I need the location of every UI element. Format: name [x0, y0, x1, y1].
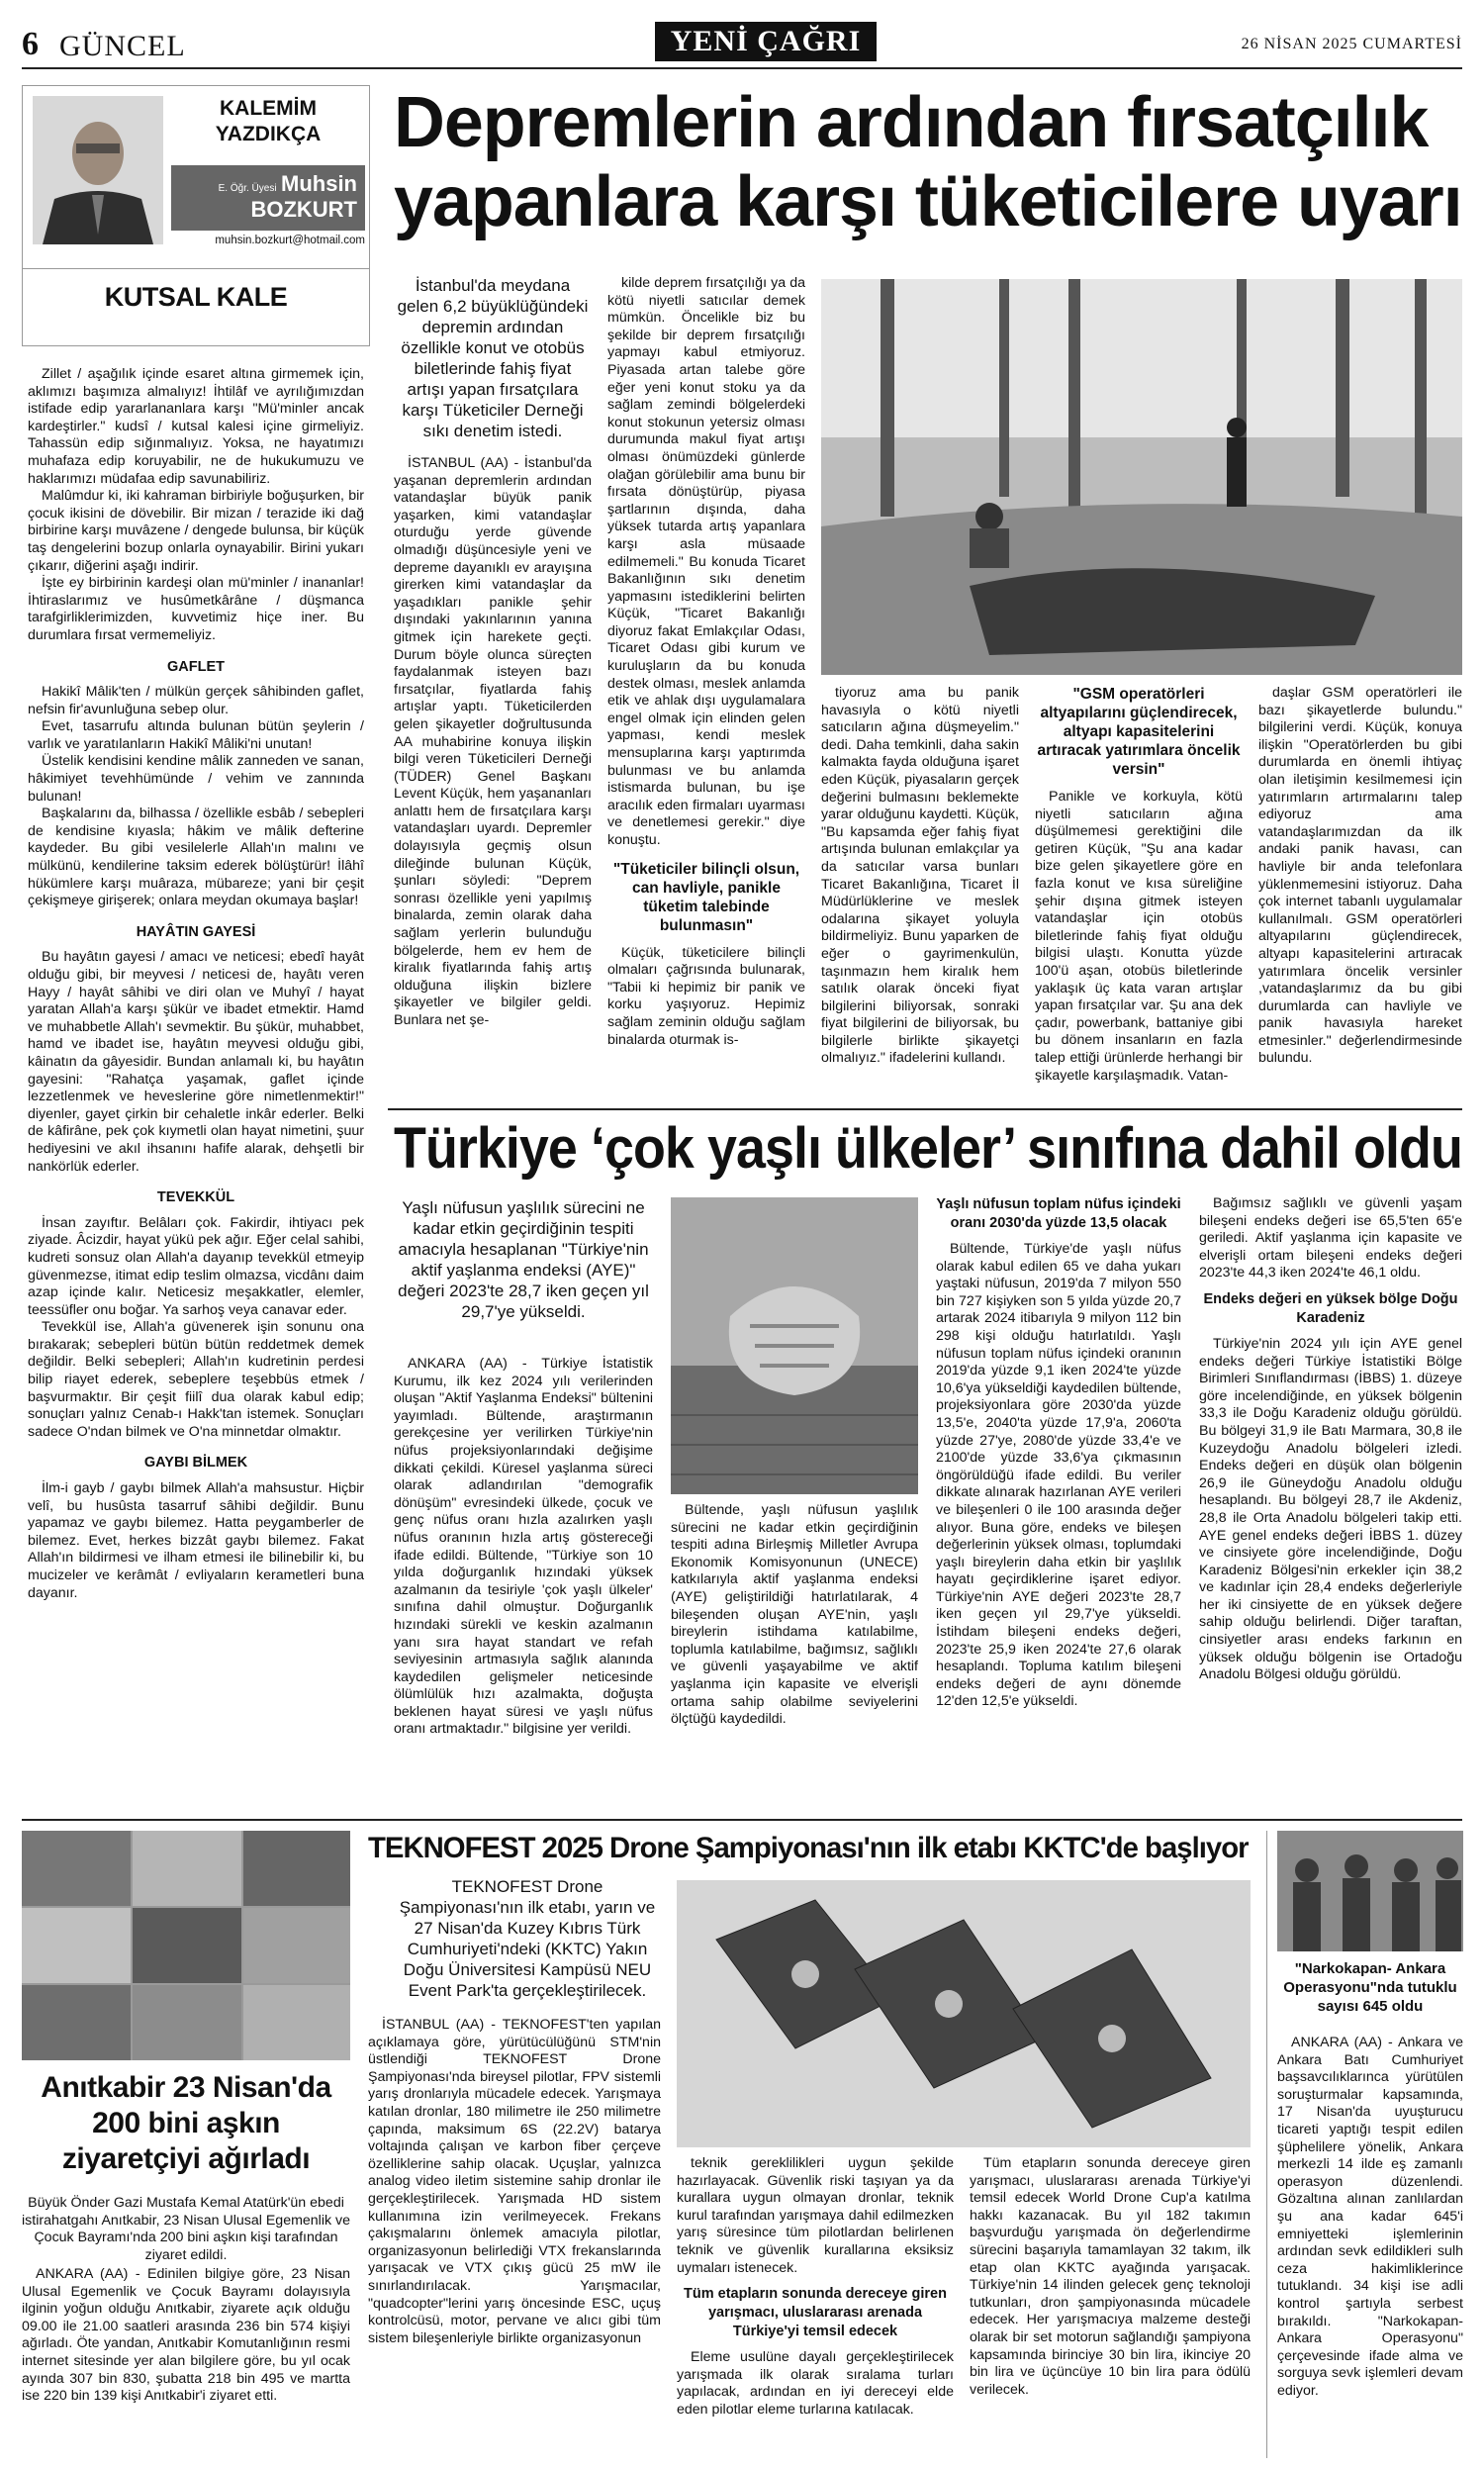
drone-case-icon: [677, 1880, 1251, 2147]
column-paragraph: Başkalarını da, bilhassa / özellikle esbâb / sebepleri de kendisine kıyasla; hâkim ve mâlik defterine kaydeder. Bu gibi vesilelerle Allah'ın malını ve mülkünü, kendilerine taksim ederek bölüştürür! İlâhî hükümlere karşı muâraza, mübareze; yani bir çeşit çekişmeye girişerek; onlara meydan okumaya başlar!: [28, 806, 364, 909]
clasped-hands-icon: [671, 1197, 918, 1494]
article-paragraph: Bültende, yaşlı nüfusun yaşlılık sürecini ne kadar etkin geçirdiğinin tespiti adına Birleşmiş Milletler Avrupa Ekonomik Komisyonunun (UNECE) katkılarıyla aktif yaşlanma endeksi (AYE) geliştirildiği hatırlatılarak, 4 bileşenden oluşan AYE'nin, yaşlı bireylerin istihdama katılabilme, toplumla katılabilme, bağımsız, sağlıklı ve güvenli yaşayabilme ve aktif yaşlanma için kapasite ve elverişli ortama sahip olabilme seviyelerini ölçtüğü kaydedildi.: [671, 1502, 918, 1728]
teknofest-subheading: Tüm etapların sonunda dereceye giren yarışmacı, uluslararası arenada Türkiye'yi temsil edecek: [684, 2286, 947, 2340]
article-paragraph: teknik gereklilikleri uygun şekilde hazırlayacak. Güvenlik riski taşıyan ya da kurallara uygun olmayan dronlar, teknik kurul tarafından yarışmaya dahil edilmezken yarış süresince tüm pilotlardan belirlenen teknik ve güvenlik kurallarına eksiksiz uymaları istenecek.: [677, 2155, 954, 2276]
author-portrait-icon: [33, 96, 163, 244]
column-subheading: GAFLET: [167, 658, 225, 675]
divider: [23, 268, 369, 269]
earthquake-quote2: "GSM operatörleri altyapılarını güçlendirecek, altyapı kapasitelerini artıracak yatırımlara öncelik versin": [1037, 686, 1241, 778]
earthquake-headline: [394, 83, 1462, 241]
article-paragraph: kilde deprem fırsatçılığı ya da kötü niyetli satıcılar demek mümkün. Öncelikle biz bu şekilde bir deprem fırsatçılığı yapmayı kabul etmiyoruz. Piyasada artan talebe göre eğer yeni konut stoku ya da sağlam zemindi bölgelerdeki konut stokunun yetersiz olması durumunda makul fiyat artışı olması önümüzdeki günlerde olağan görülebilir ama bunu bir fırsata dönüştürüp, piyasa şartlarının dışında, daha yüksek tutarda artış yapanlara karşı asla müsaade edilmemeli." Bu konuda Ticaret Bakanlığının sıkı denetim yapmasını istediklerini belirten Küçük, "Ticaret Bakanlığı diyoruz fakat Emlakçılar Odası, Ticaret Odası gibi kurum ve kuruluşların da bu konuda destek olması, meslek anlamda etik ve ahlak dışı uygulamalara engel olmak için elinden gelen yapması, kendi meslek mensuplarına karşı yaptırımda bulunması ve bu anlamda istismarda bulunan, bu işe aracılık eden firmaları uyarması ve denetlemesi gerekir." diye konuştu.: [607, 275, 805, 848]
newspaper-logo: [655, 22, 877, 61]
article-paragraph: Eleme usulüne dayalı gerçekleştirilecek yarışmada ilk olarak sıralama turları yapılacak, ardından en iyi dereceyi elde eden pilotlar eleme turlarına katılacak.: [677, 2349, 954, 2418]
police-officers-icon: [1277, 1831, 1463, 1951]
page-header: [22, 18, 1462, 69]
article-paragraph: tiyoruz ama bu panik havasıyla o kötü niyetli satıcıların ağına düşmeyelim." dedi. Daha temkinli, daha sakin kalmakta fayda olduğuna işaret eden Küçük, piyasaların gerçek değerini bulmasını beklemekte yarar olduğunu kaydetti. Küçük, "Bu kapsamda eğer fahiş fiyat artışında bulunan emlakçılar ya da satıcılar varsa bunları Ticaret Bakanlığına, Ticaret İl Müdürlüklerine ve meslek odalarına şikayet yoluyla bildirmeliyiz. Bunu yaparken de eğer o gayrimenkulün, taşınmazın hem kiralık hem satılık olarak önceki fiyat bilgilerini biliyorsak, sonraki fiyat bilgilerini de biliyorsak, bu bilgilerle birlikte şikayetçi olmalıyız." ifadelerini kullandı.: [821, 685, 1019, 1067]
article-paragraph: Türkiye'nin 2024 yılı için AYE genel endeks değeri Türkiye İstatistiki Bölge Birimleri Sınıflandırması (İBBS) 1. düzeye göre incelendiğinde, en yüksek bölgenin 33,3 ile Doğu Karadeniz olduğu görüldü. Bu bölgeyi 31,9 ile Batı Marmara, 30,8 ile Kuzeydoğu Anadolu bölgeleri izledi. Endeks değeri en düşük olan bölgenin 26,9 ile Güneydoğu Anadolu olduğu hesaplandı. Bu bölgeyi 28,7 ile Akdeniz, 28,8 ile Orta Anadolu bölgeleri takip etti. AYE genel endeks değeri İBBS 1. düzey ve cinsiyete göre incelendiğinde, Doğu Karadeniz Bölgesi'nin erkekler için 38,2 ve kadınlar için 28,4 endeks değerleriyle her iki cinsiyette de en yüksek değere sahip olduğu belirlendi. Diğer taraftan, cinsiyetler arası endeks farkının en yüksek olduğu bölgenin ise Ortadoğu Anadolu Bölgesi olduğu görüldü.: [1199, 1335, 1462, 1683]
narkokapan-body: [1277, 2035, 1463, 2400]
teknofest-col2: [677, 2155, 954, 2420]
article-paragraph: ANKARA (AA) - Türkiye İstatistik Kurumu, ilk kez 2024 yılı verilerinden oluşan "Aktif Yaşlanma Endeksi" bültenini yayımladı. Bültende, araştırmanın gerekçesine yer verilirken Türkiye'nin nüfus projeksiyonlarındaki değişime dikkati çekildi. Küresel yaşlanma süreci olarak adlandırılan "demografik dönüşüm" evresindeki ülkede, çocuk ve genç nüfus oranı hızla azalırken yaşlı nüfus oranının hızla artış göstereceği ifade edildi. Bültende, "Türkiye son 10 yılda doğurganlık hızındaki yüksek azalmanın da tesiriyle 'çok yaşlı ülkeler' sınıfına dahil olmuştur. Doğurganlık hızındaki sürekli ve keskin azalmanın yanı sıra hayat standart ve refah seviyesinin artmasıyla sağlık alanında kaydedilen gelişmeler neticesinde ölümlülük hızı azalmakta, doğuşta beklenen hayat süresi ve yaşlı nüfus oranı artmaktadır." bilgisine yer verildi.: [394, 1356, 653, 1738]
article-paragraph: İSTANBUL (AA) - TEKNOFEST'ten yapılan açıklamaya göre, yürütücülüğünü STM'nin üstlendiği TEKNOFEST Drone Şampiyonası'nda bireysel pilotlar, FPV sistemli yarış dronlarıyla mücadele edecek. Yarışmaya katılan dronlar, 180 milimetre ile 250 milimetre çapında, maksimum 6S (22.2V) batarya voltajında çalışan ve karbon fiber çerçeve özelliklerine sahip olacak. Uçuşlar, yalnızca analog video iletim sistemine sahip dronlar ile gerçekleştirilecek. Yarışmada HD sistem kullanımına izin verilmeyecek. Frekans çakışmalarını önlemek amacıyla pilotlar, organizasyonun belirlediği VTX frekanslarında yarışacak ve VTX çıkış gücü 25 mW ile sınırlandırılacak. Yarışmacılar, "quadcopter"lerini yarış öncesinde ESC, uçuş kontrolcüsü, motor, pervane ve alıcı gibi tüm sistem bileşenleriyle birlikte organizasyonun: [368, 2017, 661, 2346]
column-paragraph: Bu hayâtın gayesi / amacı ve neticesi; ebedî hayât olduğu gibi, bir meyvesi / neticesi de, hayâtı veren Hayy / hayât sâhibi ve diri olan ve Muhyî / hayat yaratan Allah'a karşı şükür ve ibadet etmektir. Hamd ve muhabbetle Allah'ı sevmektir. Bu şükür, muhabbet, hamd ve ibadet ise, hayâtın meyvesi olduğu gibi, kâinatın da gâyesidir. Bundan anlamalı ki, bu hayâtın gayesini: "Rahatça yaşamak, gaflet içinde lezzetlenmek ve heveslerine göre nimetlenmektir!" diyenler, gayet çirkin bir cehaletle inkâr ederler. Belki de kâfirâne, pek çok kıymetli olan hayat nimetini, şuur hediyesini ve akıl ihsanını hafife alarak, dehşetli bir nankörlük ederler.: [28, 949, 364, 1175]
earthquake-quote1: "Tüketiciler bilinçli olsun, can havliyle, panikle tüketim talebinde bulunmasın": [612, 860, 800, 934]
earthquake-headline-line1: Depremlerin ardından fırsatçılık: [394, 83, 1429, 162]
divider: [22, 1819, 1462, 1821]
earthquake-col2: [607, 275, 805, 1049]
column-title: KUTSAL KALE: [104, 282, 288, 312]
elderly-col4: [1199, 1195, 1462, 1684]
article-paragraph: Bağımsız sağlıklı ve güvenli yaşam bileşeni endeks değeri ise 65,5'ten 65'e geriledi. Aktif yaşlanma için kapasite ve elverişli ortam bileşeni endeks değeri 2023'te 44,3 iken 2024'te 46,1 oldu.: [1199, 1195, 1462, 1281]
park-tent-photo: [821, 279, 1462, 675]
column-body: [28, 366, 364, 1602]
author-photo: [33, 96, 163, 244]
elderly-hands-photo: [671, 1197, 918, 1494]
column-label: [171, 96, 365, 155]
author-nameplate: [171, 165, 365, 231]
elderly-subheading1: Yaşlı nüfusun toplam nüfus içindeki oranı 2030'da yüzde 13,5 olacak: [936, 1196, 1181, 1231]
anitkabir-lead: Büyük Önder Gazi Mustafa Kemal Atatürk'ün ebedi istirahatgahı Anıtkabir, 23 Nisan Ulusal Egemenlik ve Çocuk Bayramı'nda 200 bini aşkın kişi tarafından ziyaret edildi.: [22, 2195, 351, 2263]
column-paragraph: Zillet / aşağılık içinde esaret altına girmemek için, aklımızı başımıza almalıyız! İhtilâf ve ayrılığımızdan istifade edip yararlananlara karşı "Mü'minler ancak kardeştirler." kudsî / kutsal kalesi içine girmeliyiz. Tahassün edip sığınmalıyız. Yoksa, ne hayatımızı muhafaza edip koruyabilir, ne de hukukumuzu ve haklarımızı müdafaa edip savunabiliriz.: [28, 366, 364, 487]
column-subheading: HAYÂTIN GAYESİ: [136, 923, 256, 940]
article-paragraph: Panikle ve korkuyla, kötü niyetli satıcıların ağına düşülmemesi gerektiğini dile getiren Küçük, "Şu ana kadar bize gelen şikayetlere göre en fazla konut ve kısa süreliğine şehir dışına gitmek isteyen vatandaşlar için otobüs biletlerinde fahiş fiyat olduğu bilgisi ulaştı. Konutta yüzde 100'ü aşan, otobüs biletlerinde yaklaşık üç kata varan artışlar yapan fırsatçılar var. Şu ana dek çadır, powerbank, battaniye gibi bu dönem insanların en fazla talep ettiği ürünlerde herhangi bir şikayetle karşılaşmadık. Vatan-: [1035, 789, 1243, 1084]
column-subheading: TEVEKKÜL: [156, 1189, 235, 1206]
earthquake-col3: [821, 685, 1019, 1068]
divider: [388, 1108, 1462, 1110]
logo-text: YENİ ÇAĞRI: [670, 25, 862, 57]
earthquake-col5: [1258, 685, 1462, 1068]
elderly-col1: [394, 1356, 653, 1739]
section-name: GÜNCEL: [59, 30, 186, 62]
column-paragraph: Tevekkül ise, Allah'a güvenerek işin sonunu ona bırakarak; sebepleri bütün bütün reddetmek demek değildir. Belki sebepleri; Allah'ın kudretinin perdesi bilip riayet ederek, sebeplere teşebbüs etmek / başvurmaktır. Bir çeşit fiilî dua olarak kabul edip; sonuçları yalnız Cenab-ı Hakk'tan istemek. Sonuçları sadece O'ndan bilmek ve O'na minnetdar olmaktır.: [28, 1319, 364, 1440]
column-paragraph: Malûmdur ki, iki kahraman birbiriyle boğuşurken, bir çocuk ikisini de dövebilir. Bir mizan / terazide iki dağ birbirine karşı muvâzene / dengede bulunsa, bir küçük taş dengelerini bozup onlarla oynayabilir. Birini yukarı çıkarır, diğerini aşağı indirir.: [28, 488, 364, 574]
article-paragraph: İSTANBUL (AA) - İstanbul'da yaşanan depremlerin ardından vatandaşlar büyük panik yaşarken, kimi vatandaşlar oturduğu yerde güvende olmadığı düşüncesiyle yeni ve depreme dayanıklı ev arayışına girerken kimi vatandaşlar da yaşadıkları panikle şehir dışındaki yakınlarının yanına gitmek için harekete geçti. Durum böyle olunca süreçten faydalanmak isteyen bazı fırsatçılar, fiyatlarda fahiş artışlar yaptı. Tüketicilerden gelen şikayetler doğrultusunda AA muhabirine konuya ilişkin bilgi veren Tüketicileri Derneği (TÜDER) Genel Başkanı Levent Küçük, hem yaşananları anlattı hem de fırsatçılara karşı vatandaşları uyardı. Depremler dolayısıyla geçmiş olsun dileğinde bulunan Küçük, şunları söyledi: "Deprem sonrası özellikle yeni yapılmış binalarda, zemin olarak daha sağlam yerlerin bulunduğu bölgelerde, hem ev hem de kiralık fiyatlarında fahiş artış olduğuna ilişkin bizlere şikayetler ve bilgiler geldi. Bunlara net şe-: [394, 455, 592, 1028]
article-paragraph: Tüm etapların sonunda dereceye giren yarışmacı, uluslararası arenada Türkiye'yi temsil edecek World Drone Cup'a katılma hakkı kazanacak. Bu yıl 182 takımın başvurduğu yarışmada ön değerlendirme sürecini başarıyla tamamlayan 32 takım, ilk etap olan KKTC ayağında yarışacak. Türkiye'nin 14 ilinden gelecek genç teknoloji tutkunları, dron şampiyonasında mücadele edecek. Her yarışmacıya malzeme desteği olarak bir set motorun sağlandığı şampiyona kapsamında birinciye 30 bin lira, ikinciye 20 bin lira ve üçüncüye 10 bin lira para ödülü verilecek.: [970, 2155, 1251, 2398]
page-number: 6: [22, 26, 39, 62]
issue-date: 26 NİSAN 2025 CUMARTESİ: [1241, 36, 1462, 52]
column-paragraph: İlm-i gayb / gaybı bilmek Allah'a mahsustur. Hiçbir velî, bu husûsta tasarruf sâhibi değildir. Bunu yapamaz ve gaybı bilemez. Hatta peygamberler de bilemez. Evet, herkes bizzât gaybı bilemez. Fakat Allah'ın bildirmesi ve ilham etmesi ile bilinebilir ki, bu mucizeler ve kerâmât / evliyaların kerametleri buna dayanır.: [28, 1480, 364, 1601]
anitkabir-headline: Anıtkabir 23 Nisan'da 200 bini aşkın ziyaretçiyi ağırladı: [41, 2071, 331, 2175]
teknofest-col3: [970, 2155, 1251, 2399]
narkokapan-article: [1266, 1831, 1462, 2458]
elderly-col3: [936, 1195, 1181, 1711]
column-label-bottom: YAZDIKÇA: [215, 123, 322, 145]
teknofest-lead: TEKNOFEST Drone Şampiyonası'nın ilk etabı, yarın ve 27 Nisan'da Kuzey Kıbrıs Türk Cumhuriyeti'ndeki (KKTC) Yakın Doğu Üniversitesi Kampüsü NEU Event Park'ta gerçekleştirilecek.: [399, 1877, 656, 2000]
elderly-headline: Türkiye ‘çok yaşlı ülkeler’ sınıfına dahil oldu: [394, 1116, 1462, 1181]
teknofest-headline: TEKNOFEST 2025 Drone Şampiyonası'nın ilk etabı KKTC'de başlıyor: [368, 1832, 1249, 1864]
elderly-subheading2: Endeks değeri en yüksek bölge Doğu Karadeniz: [1203, 1290, 1458, 1326]
column-paragraph: İşte ey birbirinin kardeşi olan mü'minler / inananlar! İhtiraslarımız ve husûmetkârâne / düşmanca tarafgirliklerimizden, kuvvetimiz hiçe iner. Bu durumlara fırsat vermemeliyiz.: [28, 575, 364, 643]
article-paragraph: ANKARA (AA) - Ankara ve Ankara Batı Cumhuriyet başsavcılıklarınca yürütülen soruşturmalar kapsamında, 17 Nisan'da uyuşturucu ticareti yaptığı tespit edilen şüphelilere yönelik, Ankara merkezli 14 ilde eş zamanlı operasyon düzenlendi. Gözaltına alınan zanlılardan şu ana kadar 645'i emniyetteki işlemlerinin ardından sevk edildikleri sulh ceza hakimliklerince tutuklandı. 34 kişi ise adli kontrol şartıyla serbest bırakıldı. "Narkokapan-Ankara Operasyonu" çerçevesinde ifade alma ve sorguya sevk işlemleri devam ediyor.: [1277, 2035, 1463, 2399]
column-paragraph: Üstelik kendisini kendine mâlik zanneden ve sanan, hâkimiyet tevehhümünde / vehim ve zannında bulunan!: [28, 753, 364, 805]
column-paragraph: Hakikî Mâlik'ten / mülkün gerçek sâhibinden gaflet, nefsin fir'avunluğuna sebep olur.: [28, 684, 364, 717]
earthquake-headline-line2: yapanlara karşı tüketicilere uyarı: [394, 162, 1462, 241]
column-label-top: KALEMİM: [220, 97, 317, 120]
people-in-park-icon: [821, 279, 1462, 675]
author-first-name: Muhsin: [281, 171, 357, 196]
elderly-lead: Yaşlı nüfusun yaşlılık sürecini ne kadar etkin geçirdiğinin tespiti amacıyla hesaplanan "Türkiye'nin aktif yaşlanma endeksi (AYE)" değeri 2023'te 28,7 iken geçen yıl 29,7'ye yükseldi.: [398, 1198, 649, 1321]
columnist-box: [22, 85, 370, 346]
narkokapan-headline: "Narkokapan- Ankara Operasyonu"nda tutuklu sayısı 645 oldu: [1283, 1960, 1457, 2015]
crowd-collage-icon: [22, 1831, 350, 2060]
anitkabir-photo-collage: [22, 1831, 350, 2060]
article-paragraph: daşlar GSM operatörleri ile bazı şikayetlerde bulundu." bilgilerini verdi. Küçük, konuya ilişkin "Operatörlerden bu gibi durumlarda en önemli ihtiyaç olan iletişimin kesilmemesi için yatırımların artırmalarını talep ediyoruz ama vatandaşlarımızdan da ilk andaki panik havası, can havliyle bir anda telefonlara yüklenmemesini istiyoruz. Daha çok internet tabanlı uygulamalar kullanılmalı. GSM operatörleri altyapılarını güçlendirecek, altyapı kapasitelerini artıracak yatırımlara öncelik versinler ,vatandaşlarımız da bu gibi durumlarda can havliyle ve panik havasıyla hareket etmesinler." değerlendirmesinde bulundu.: [1258, 685, 1462, 1067]
anitkabir-body: [22, 2266, 350, 2406]
article-paragraph: ANKARA (AA) - Edinilen bilgiye göre, 23 Nisan Ulusal Egemenlik ve Çocuk Bayramı dolayısıyla ilginin yoğun olduğu Anıtkabir, ziyarete açık olduğu 09.00 ile 21.00 saatleri arasında 236 bin 574 kişiyi ağırladı. Öte yandan, Anıtkabir Komutanlığının resmi internet sitesinde yer alan bilgilere göre, bu yıl ocak ayında 307 bin 830, şubatta 218 bin 495 ve martta ise 220 bin 139 kişi Anıtkabir'i ziyaret etti.: [22, 2266, 350, 2405]
teknofest-col1: [368, 2017, 661, 2347]
article-paragraph: Küçük, tüketicilere bilinçli olmaları çağrısında bulunarak, "Tabii ki hepimiz bir panik ve korku yaşıyoruz. Hepimiz sağlam zeminin olduğu sağlam binalarda oturmak is-: [607, 944, 805, 1048]
earthquake-lead: İstanbul'da meydana gelen 6,2 büyüklüğündeki depremin ardından özellikle konut ve otobüs biletlerinde fahiş fiyat artışı yapan fırsatçılara karşı Tüketiciler Derneği sıkı denetim istedi.: [397, 276, 589, 440]
article-paragraph: Bültende, Türkiye'de yaşlı nüfus olarak kabul edilen 65 ve daha yukarı yaştaki nüfusun, 2019'da 7 milyon 550 bin 727 kişiyken son 5 yılda yüzde 20,7 artarak 2024 itibarıyla 9 milyon 112 bin 298 kişi olduğu hatırlatıldı. Yaşlı nüfusun toplam nüfus içindeki oranının 2019'da yüzde 9,1 iken 2024'te yüzde 10,6'ya yükseldiği kaydedilen bültende, projeksiyonlara göre 2030'da yüzde 13,5'e, 2040'ta yüzde 17,9'a, 2060'ta yüzde 27'ye, 2080'de yüzde 33,4'e ve 2100'de yüzde 33,6'ya çıkmasının öngörüldüğü ifade edildi. Bu veriler dikkate alınarak hazırlanan AYE verileri ve bileşenleri 0 ile 100 arasında değer alıyor. Buna göre, endeks ve bileşen değerlerinin yüksek olması, toplumdaki yaşlı bireylerin daha etkin bir yaşlılık hayatı geçirdiklerine işaret ediyor. Türkiye'nin AYE değeri 2023'te 28,7 iken geçen yıl 29,7'ye yükseldi. İstihdam bileşeni endeks değeri, 2023'te 25,9 iken 2024'te 27,6 olarak hesaplandı. Topluma katılım bileşeni endeks değeri de aynı dönemde 12'den 12,5'e yükseldi.: [936, 1241, 1181, 1710]
author-email: muhsin.bozkurt@hotmail.com: [215, 235, 365, 246]
earthquake-col1: [394, 455, 592, 1030]
earthquake-col4: [1035, 685, 1243, 1085]
column-subheading: GAYBI BİLMEK: [143, 1455, 248, 1471]
police-photo: [1277, 1831, 1463, 1951]
author-last-name: BOZKURT: [250, 197, 357, 222]
column-paragraph: İnsan zayıftır. Belâları çok. Fakirdir, ihtiyacı pek ziyade. Âcizdir, hayat yükü pek ağır. Eğer celal sahibi, kudreti sonsuz olan Allah'a dayanıp tevekkül etmeyip güvenmezse, itimat edip teslim olmazsa, vicdânı daim azap içinde kalır. Neticesiz meşakkatler, elemler, teessüfler onu boğar. Ya sarhoş veya canavar eder.: [28, 1214, 364, 1318]
author-title: E. Öğr. Üyesi: [218, 183, 277, 194]
drone-cases-photo: [677, 1880, 1251, 2147]
elderly-col2: [671, 1502, 918, 1729]
column-paragraph: Evet, tasarrufu altında bulunan bütün şeylerin / varlık ve yaratılanların Hakikî Mâliki'ni unutan!: [28, 718, 364, 752]
